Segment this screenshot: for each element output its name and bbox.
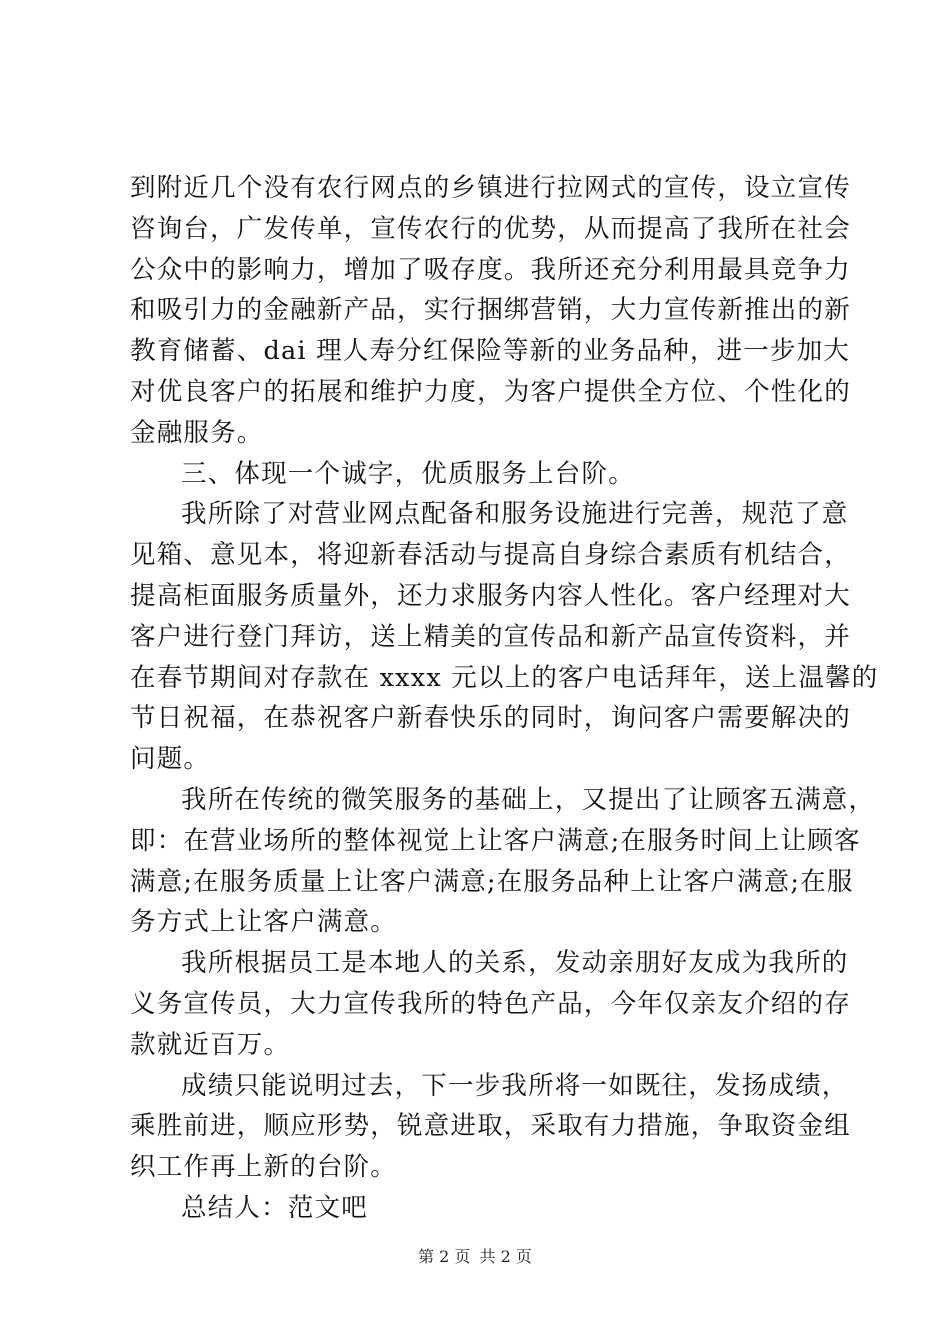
text-line: 乘胜前进，顺应形势，锐意进取，采取有力措施，争取资金组	[130, 1111, 851, 1142]
text-line: 金融服务。	[130, 417, 264, 448]
text-line: 节日祝福，在恭祝客户新春快乐的同时，询问客户需要解决的	[130, 703, 851, 734]
text-line: 到附近几个没有农行网点的乡镇进行拉网式的宣传，设立宣传	[130, 173, 851, 203]
text-line: 织工作再上新的台阶。	[130, 1152, 398, 1183]
page-footer	[0, 1244, 950, 1267]
document-body	[130, 168, 879, 1229]
text-line: 提高柜面服务质量外，还力求服务内容人性化。客户经理对大	[130, 580, 851, 611]
text-line: 和吸引力的金融新产品，实行捆绑营销，大力宣传新推出的新	[130, 295, 851, 326]
text-line: 义务宣传员，大力宣传我所的特色产品，今年仅亲友介绍的存	[130, 988, 851, 1019]
text-line: 客户进行登门拜访，送上精美的宣传品和新产品宣传资料，并	[130, 621, 851, 652]
text-line: 问题。	[130, 744, 211, 775]
text-line: 即：在营业场所的整体视觉上让客户满意;在服务时间上让顾客	[130, 825, 861, 856]
text-line: 满意;在服务质量上让客户满意;在服务品种上让客户满意;在服	[130, 866, 854, 897]
text-line: 成绩只能说明过去，下一步我所将一如既往，发扬成绩，	[181, 1070, 849, 1101]
text-line: 我所在传统的微笑服务的基础上，又提出了让顾客五满意，	[181, 784, 876, 815]
text-line: 教育储蓄、dai 理人寿分红保险等新的业务品种，进一步加大	[130, 336, 851, 367]
text-line: 三、体现一个诚字，优质服务上台阶。	[181, 458, 635, 489]
text-line: 款就近百万。	[130, 1029, 291, 1060]
text-line: 在春节期间对存款在 xxxx 元以上的客户电话拜年，送上温馨的	[130, 662, 879, 693]
text-line: 对优良客户的拓展和维护力度，为客户提供全方位、个性化的	[130, 376, 851, 407]
text-line: 公众中的影响力，增加了吸存度。我所还充分利用最具竞争力	[130, 254, 851, 285]
text-line: 我所除了对营业网点配备和服务设施进行完善，规范了意	[181, 499, 849, 530]
text-line: 咨询台，广发传单，宣传农行的优势，从而提高了我所在社会	[130, 213, 851, 244]
text-line: 我所根据员工是本地人的关系，发动亲朋好友成为我所的	[181, 948, 849, 979]
page-total: 共 2 页	[479, 1247, 532, 1266]
text-line: 总结人：范文吧	[181, 1192, 368, 1223]
page-number: 第 2 页	[418, 1247, 471, 1266]
text-line: 务方式上让客户满意。	[130, 907, 398, 938]
text-line: 见箱、意见本，将迎新春活动与提高自身综合素质有机结合，	[130, 540, 851, 571]
